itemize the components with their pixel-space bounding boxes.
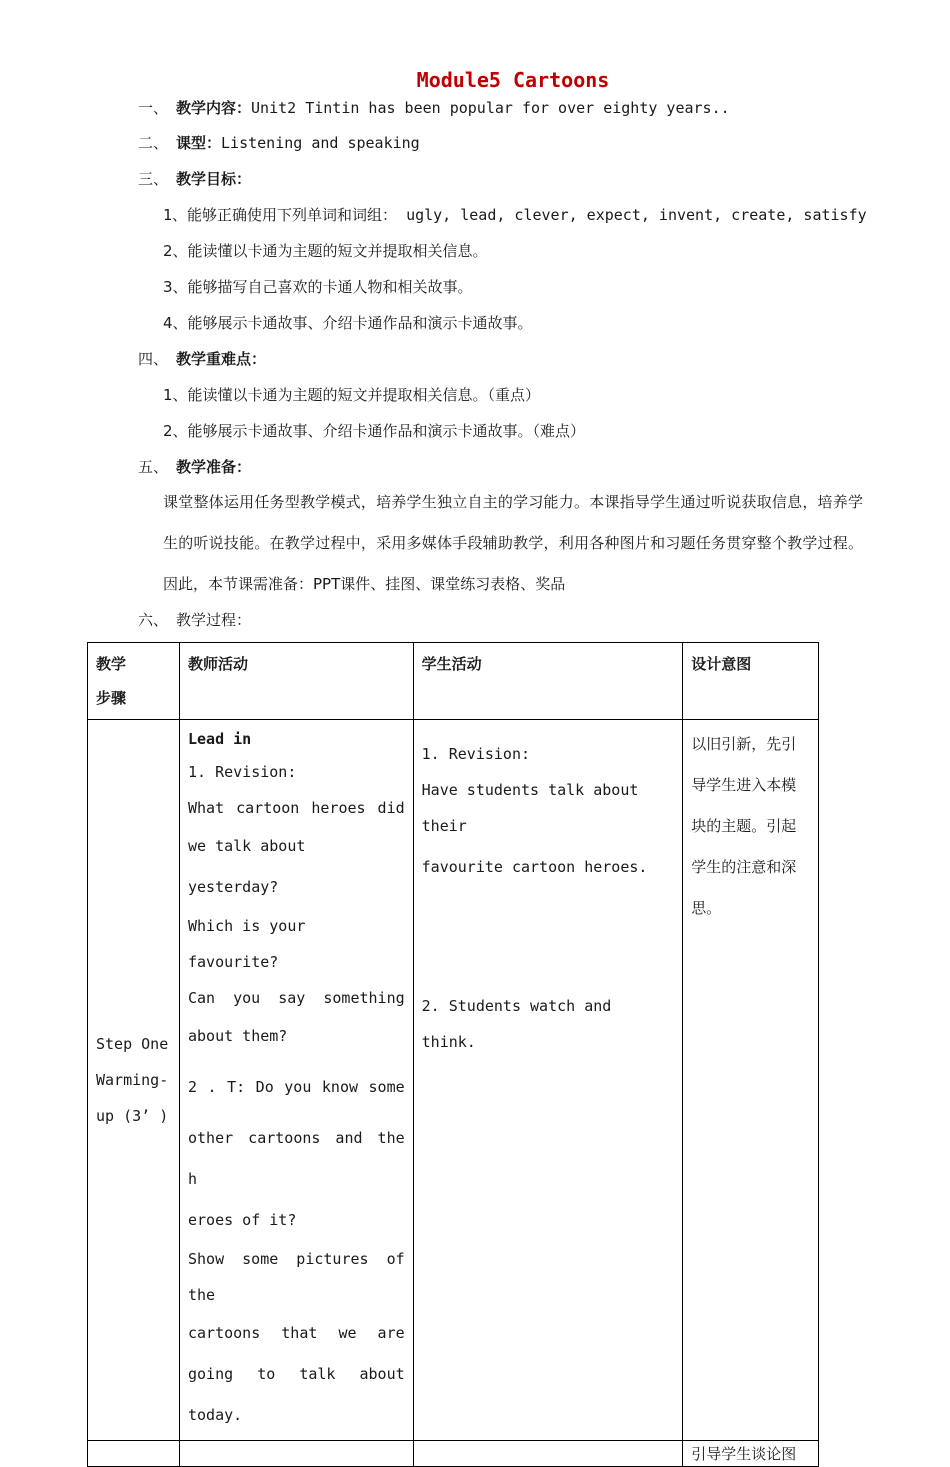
section-label: 教学重难点： [176, 350, 267, 368]
section-number: 一、 [138, 99, 169, 117]
key-point-item: 1、能读懂以卡通为主题的短文并提取相关信息。（重点） [163, 386, 541, 404]
header-step [88, 643, 180, 720]
header-step-line: 教学 [96, 655, 127, 673]
teacher-line: going to talk about [187, 1365, 405, 1383]
intent-line: 以旧引新，先引 [691, 735, 797, 753]
teacher-line: Which is your favourite? [187, 917, 306, 971]
section-process [138, 609, 251, 630]
student-activity-cell [413, 1441, 683, 1467]
header-intent: 设计意图 [683, 643, 819, 720]
key-point-item: 2、能够展示卡通故事、介绍卡通作品和演示卡通故事。（难点） [163, 422, 586, 440]
teaching-process-table [87, 642, 819, 1467]
section-label: 教学目标： [176, 170, 252, 188]
intent-line: 块的主题。引起 [691, 817, 797, 835]
student-line: favourite cartoon heroes. [421, 858, 648, 876]
table-header-row [88, 643, 819, 720]
header-teacher: 教师活动 [179, 643, 413, 720]
teacher-line: cartoons that we are [187, 1324, 405, 1342]
intent-line: 学生的注意和深 [691, 858, 797, 876]
section-text: Unit2 Tintin has been popular for over eighty years.. [251, 99, 730, 117]
section-number: 四、 [138, 350, 169, 368]
preparation-paragraph: 课堂整体运用任务型教学模式，培养学生独立自主的学习能力。本课指导学生通过听说获取信息，培养学生的听说技能。在教学过程中，采用多媒体手段辅助教学，利用各种图片和习题任务贯穿整个教学过程。因此，本节课需准备：PPT课件、挂图、课堂练习表格、奖品 [163, 493, 863, 593]
teacher-activity-cell [179, 1441, 413, 1467]
teacher-line: Can you say something [187, 989, 405, 1007]
teacher-line: we talk about yesterday? [187, 837, 306, 896]
step-line: Step One [96, 1035, 169, 1053]
table-row [88, 1441, 819, 1467]
objective-item: 2、能读懂以卡通为主题的短文并提取相关信息。 [163, 242, 488, 260]
table-row [88, 720, 819, 1441]
section-text: Listening and speaking [221, 134, 420, 152]
design-intent-cell: 引导学生谈论图 [683, 1441, 819, 1467]
section-lesson-type [138, 132, 420, 153]
student-line: 1. Revision: [421, 745, 531, 763]
teacher-line: eroes of it? [187, 1211, 297, 1229]
section-number: 六、 [138, 611, 169, 629]
step-cell [88, 1441, 180, 1467]
teacher-line: about them? [187, 1027, 288, 1045]
step-cell [88, 720, 180, 1441]
section-content [138, 97, 730, 118]
student-line: 2. Students watch and think. [421, 997, 612, 1051]
teacher-line: What cartoon heroes did [187, 799, 405, 817]
design-intent-cell [683, 720, 819, 1441]
teacher-heading: Lead in [187, 730, 252, 748]
teacher-line: today. [187, 1406, 243, 1424]
header-student: 学生活动 [413, 643, 683, 720]
step-line: Warming- [96, 1071, 169, 1089]
objective-item: 3、能够描写自己喜欢的卡通人物和相关故事。 [163, 278, 473, 296]
student-line: Have students talk about their [421, 781, 639, 835]
teacher-line: Show some pictures of the [187, 1250, 405, 1304]
section-label: 教学内容： [176, 99, 252, 117]
teacher-activity-cell [179, 720, 413, 1441]
section-number: 五、 [138, 458, 169, 476]
section-preparation [138, 456, 251, 477]
document-title: Module5 Cartoons [416, 68, 610, 92]
teacher-line: 1. Revision: [187, 763, 297, 781]
teacher-line: other cartoons and the h [187, 1129, 405, 1188]
step-line: up (3’ ) [96, 1107, 169, 1125]
intent-line: 导学生进入本模 [691, 776, 797, 794]
section-key-points [138, 348, 266, 369]
section-number: 二、 [138, 134, 169, 152]
teacher-line: 2 . T: Do you know some [187, 1078, 405, 1096]
section-objectives [138, 168, 251, 189]
section-label: 教学过程： [176, 611, 252, 629]
objective-item: 1、能够正确使用下列单词和词组： ugly, lead, clever, expect, invent, create, satisfy [163, 206, 867, 224]
section-number: 三、 [138, 170, 169, 188]
header-step-line: 步骤 [96, 689, 127, 707]
section-label: 教学准备： [176, 458, 252, 476]
objective-item: 4、能够展示卡通故事、介绍卡通作品和演示卡通故事。 [163, 314, 533, 332]
section-label: 课型： [176, 134, 222, 152]
student-activity-cell [413, 720, 683, 1441]
intent-line: 思。 [691, 899, 722, 917]
